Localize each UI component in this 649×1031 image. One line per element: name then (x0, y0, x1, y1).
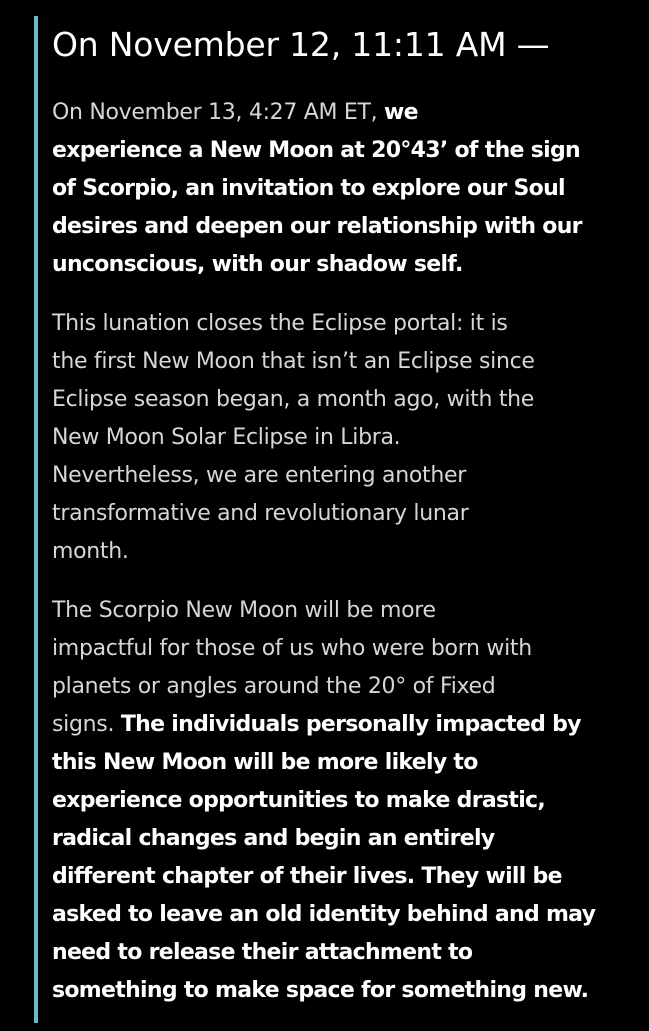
text-line: Nevertheless, we are entering another (52, 463, 466, 488)
text-line (52, 706, 632, 744)
bold-text-line: radical changes and begin an entirely (52, 826, 495, 851)
bold-text: we (384, 100, 418, 125)
bold-text-line: desires and deepen our relationship with our (52, 214, 582, 239)
bold-text-line: unconscious, with our shadow self. (52, 252, 463, 277)
bold-text-line: something to make space for something new. (52, 978, 589, 1003)
text-line: Eclipse season began, a month ago, with the (52, 387, 535, 412)
bold-text-line: experience a New Moon at 20°43’ of the sign (52, 138, 580, 163)
text-line: impactful for those of us who were born with (52, 636, 532, 661)
text-line: month. (52, 539, 129, 564)
bold-text-line: asked to leave an old identity behind and may (52, 902, 596, 927)
bold-text-line: experience opportunities to make drastic, (52, 788, 546, 813)
bold-text-line: this New Moon will be more likely to (52, 750, 478, 775)
text-line (52, 94, 632, 132)
blockquote-bar (34, 16, 38, 1023)
text-span: On November 13, 4:27 AM ET, (52, 100, 385, 125)
text-line: The Scorpio New Moon will be more (52, 598, 436, 623)
quote-heading: On November 12, 11:11 AM — (52, 25, 550, 64)
blockquote (52, 22, 632, 1031)
paragraph-scorpio-impact (52, 592, 632, 1010)
text-line: planets or angles around the 20° of Fixed (52, 674, 496, 699)
paragraph-eclipse-portal (52, 305, 632, 571)
bold-text-line: different chapter of their lives. They will be (52, 864, 562, 889)
text-line: transformative and revolutionary lunar (52, 501, 469, 526)
text-line: the first New Moon that isn’t an Eclipse since (52, 349, 535, 374)
text-span: signs. (52, 712, 121, 737)
bold-text: The individuals personally impacted by (120, 712, 581, 737)
text-line: New Moon Solar Eclipse in Libra. (52, 425, 401, 450)
bold-text-line: of Scorpio, an invitation to explore our Soul (52, 176, 565, 201)
text-line: This lunation closes the Eclipse portal: it is (52, 311, 508, 336)
paragraph-new-moon-date (52, 94, 632, 284)
bold-text-line: need to release their attachment to (52, 940, 473, 965)
